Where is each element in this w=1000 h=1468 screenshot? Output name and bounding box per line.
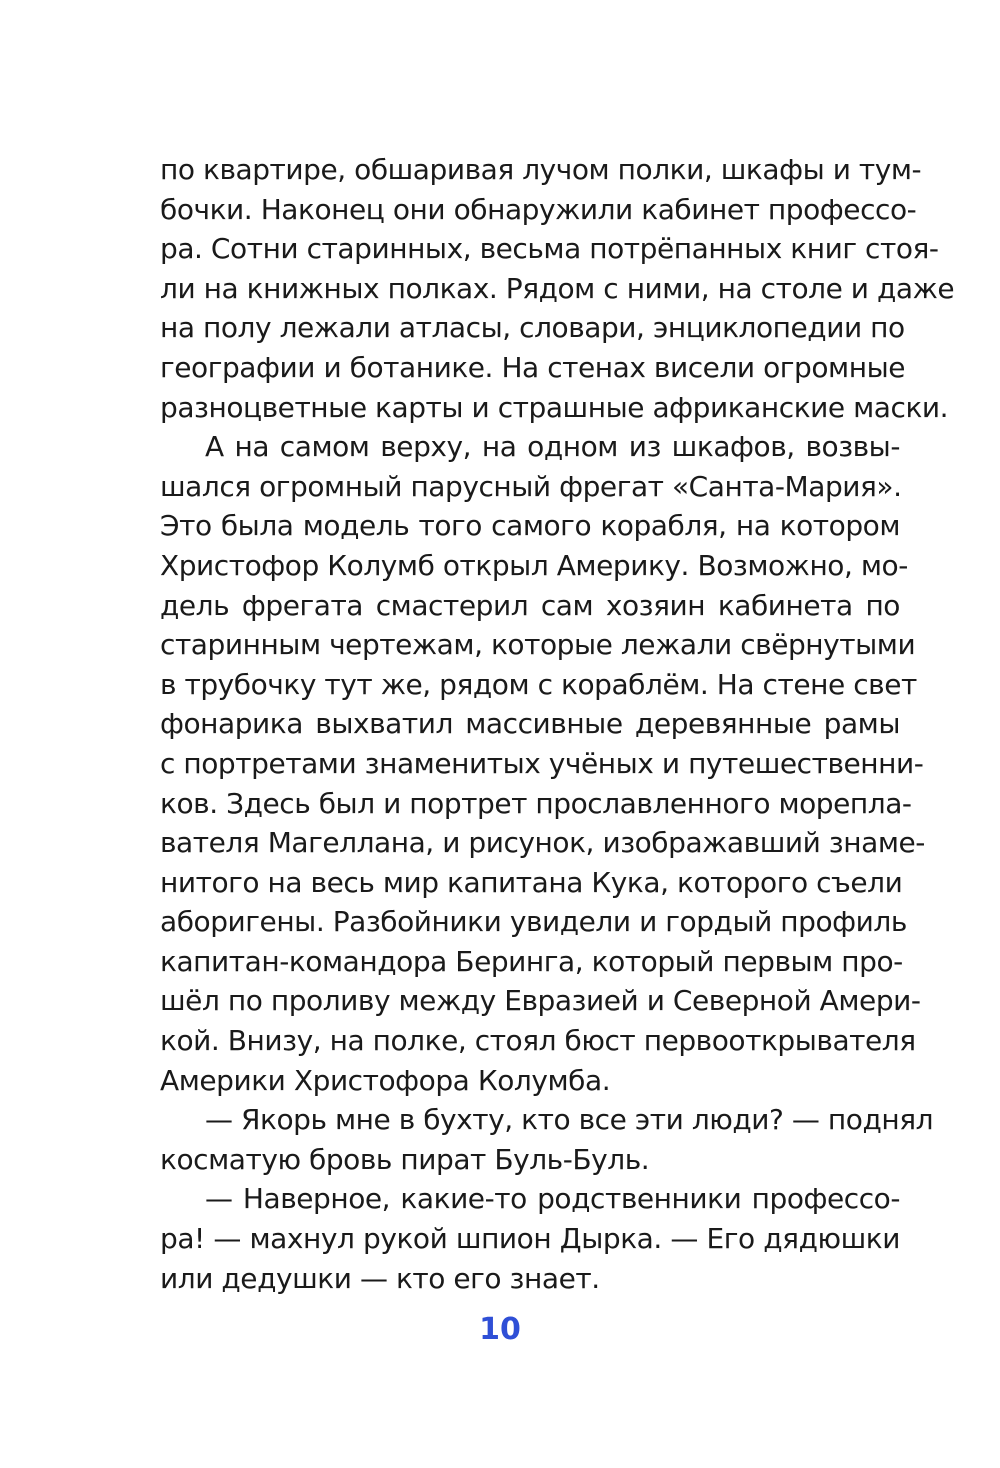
text-line: географии и ботанике. На стенах висели огромные	[160, 350, 906, 384]
paragraph	[160, 1179, 900, 1298]
text-line: — Наверное, какие-то родственники профессо-	[205, 1182, 900, 1216]
paragraph	[160, 1100, 934, 1179]
text-line: А на самом верху, на одном из шкафов, возвы-	[205, 430, 900, 464]
text-line: аборигены. Разбойники увидели и гордый профиль	[160, 905, 907, 939]
paragraph	[160, 150, 955, 427]
text-line: ков. Здесь был и портрет прославленного морепла-	[160, 786, 912, 820]
text-line: дель фрегата смастерил сам хозяин кабинета по	[160, 588, 900, 622]
text-line: — Якорь мне в бухту, кто все эти люди? — поднял	[205, 1103, 934, 1137]
text-line: в трубочку тут же, рядом с кораблём. На стене свет	[160, 667, 917, 701]
text-line: Это была модель того самого корабля, на котором	[160, 509, 900, 543]
text-line: на полу лежали атласы, словари, энциклопедии по	[160, 311, 905, 345]
text-line: шался огромный парусный фрегат «Санта-Мария».	[160, 469, 902, 503]
text-line: вателя Магеллана, и рисунок, изображавший знаме-	[160, 826, 925, 860]
page-number: 10	[479, 1312, 521, 1347]
text-line: косматую бровь пират Буль-Буль.	[160, 1142, 650, 1176]
text-line: бочки. Наконец они обнаружили кабинет профессо-	[160, 192, 917, 226]
text-line: старинным чертежам, которые лежали свёрнутыми	[160, 628, 916, 662]
text-line: нитого на весь мир капитана Кука, которого съели	[160, 865, 903, 899]
text-line: ли на книжных полках. Рядом с ними, на столе и даже	[160, 271, 955, 305]
text-line: Америки Христофора Колумба.	[160, 1063, 611, 1097]
body-text	[160, 150, 955, 1298]
text-line: или дедушки — кто его знает.	[160, 1261, 600, 1295]
paragraph	[160, 427, 925, 1100]
text-line: с портретами знаменитых учёных и путешественни-	[160, 746, 924, 780]
text-line: разноцветные карты и страшные африканские маски.	[160, 390, 949, 424]
text-line: капитан-командора Беринга, который первым про-	[160, 944, 903, 978]
text-line: ра. Сотни старинных, весьма потрёпанных книг стоя-	[160, 232, 939, 266]
text-line: по квартире, обшаривая лучом полки, шкафы и тум-	[160, 153, 922, 186]
text-line: Христофор Колумб открыл Америку. Возможно, мо-	[160, 548, 908, 582]
text-line: шёл по проливу между Евразией и Северной Амери-	[160, 984, 921, 1018]
text-line: фонарика выхватил массивные деревянные рамы	[160, 707, 900, 741]
text-line: кой. Внизу, на полке, стоял бюст первооткрывателя	[160, 1024, 916, 1058]
text-line: ра! — махнул рукой шпион Дырка. — Его дядюшки	[160, 1222, 900, 1256]
